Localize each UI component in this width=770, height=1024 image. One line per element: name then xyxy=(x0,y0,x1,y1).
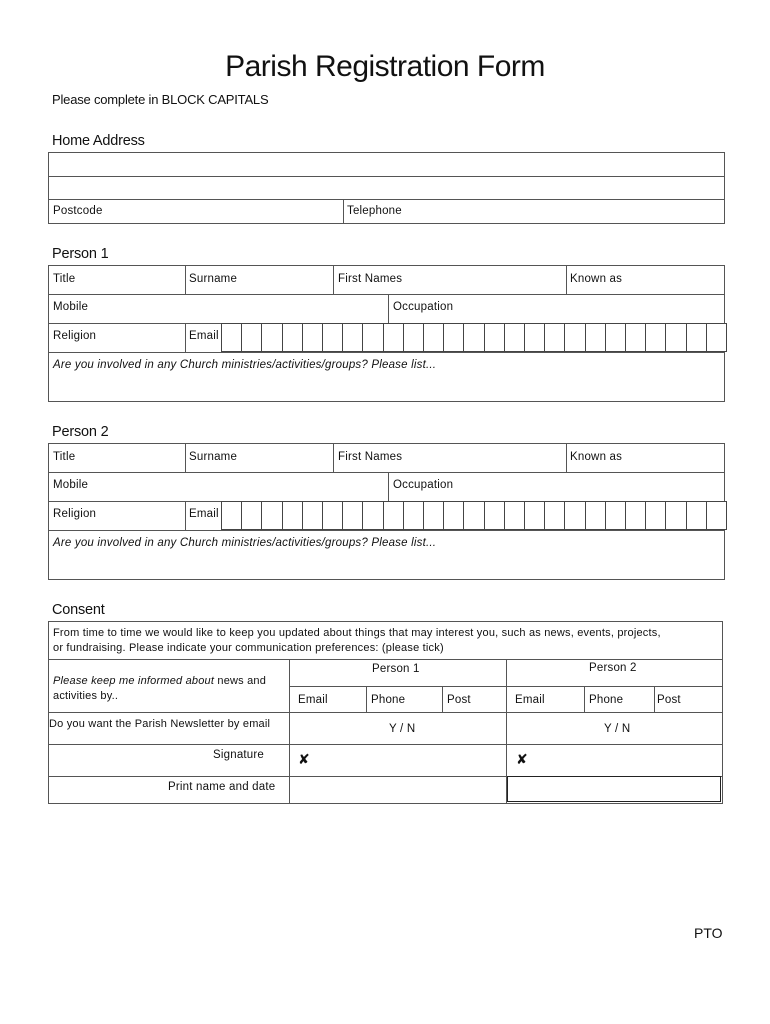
col-divider xyxy=(185,444,186,472)
email-char-box[interactable] xyxy=(706,323,727,352)
page-title: Parish Registration Form xyxy=(225,50,545,83)
email-char-box[interactable] xyxy=(605,323,626,352)
consent-heading: Consent xyxy=(52,602,105,618)
col-divider xyxy=(185,266,186,294)
email-char-box[interactable] xyxy=(261,323,282,352)
person2-heading: Person 2 xyxy=(52,424,109,440)
keep-informed-rest: news and xyxy=(214,675,267,687)
person2-mobile-label: Mobile xyxy=(53,479,89,491)
person1-ministries-field[interactable] xyxy=(49,352,724,401)
email-char-box[interactable] xyxy=(524,323,545,352)
person2-known-as-label: Known as xyxy=(570,451,623,463)
person2-religion-label: Religion xyxy=(53,508,97,520)
p1-post-pref-label: Post xyxy=(447,694,471,706)
email-char-box[interactable] xyxy=(423,323,444,352)
p2-post-pref-label: Post xyxy=(657,694,681,706)
email-char-box[interactable] xyxy=(544,323,565,352)
col-divider xyxy=(566,266,567,294)
email-char-box[interactable] xyxy=(645,323,666,352)
p2-print-name-field[interactable] xyxy=(507,776,720,803)
p2-email-pref-checkbox[interactable] xyxy=(507,686,583,711)
email-char-box[interactable] xyxy=(686,323,707,352)
email-char-box[interactable] xyxy=(342,501,363,530)
email-char-box[interactable] xyxy=(564,501,585,530)
person2-email-label: Email xyxy=(189,508,219,520)
newsletter-question: Do you want the Parish Newsletter by email xyxy=(49,718,271,730)
person1-surname-label: Surname xyxy=(189,273,238,285)
email-char-box[interactable] xyxy=(504,501,525,530)
p2-signature-mark-icon: ✘ xyxy=(516,751,528,767)
email-char-box[interactable] xyxy=(463,323,484,352)
email-char-box[interactable] xyxy=(706,501,727,530)
print-name-label: Print name and date xyxy=(168,781,276,793)
person2-title-label: Title xyxy=(53,451,76,463)
email-char-box[interactable] xyxy=(241,323,262,352)
p2-phone-pref-checkbox[interactable] xyxy=(584,686,653,711)
email-char-box[interactable] xyxy=(282,323,303,352)
row-divider xyxy=(49,294,724,295)
email-char-box[interactable] xyxy=(463,501,484,530)
p2-post-pref-checkbox[interactable] xyxy=(654,686,720,711)
person1-title-field[interactable] xyxy=(49,266,185,293)
email-char-box[interactable] xyxy=(443,501,464,530)
email-char-box[interactable] xyxy=(383,323,404,352)
email-char-box[interactable] xyxy=(241,501,262,530)
email-char-box[interactable] xyxy=(484,323,505,352)
person1-title-label: Title xyxy=(53,273,76,285)
p1-post-pref-checkbox[interactable] xyxy=(442,686,505,711)
consent-intro-line2: or fundraising. Please indicate your communication preferences: (please tick) xyxy=(53,642,444,654)
row-divider xyxy=(49,712,723,713)
consent-intro-line1: From time to time we would like to keep you updated about things that may interest you, such as news, events, projects, xyxy=(53,627,661,639)
telephone-label: Telephone xyxy=(347,205,402,217)
person1-first-names-label: First Names xyxy=(338,273,403,285)
email-char-box[interactable] xyxy=(221,501,242,530)
email-char-box[interactable] xyxy=(625,323,646,352)
email-char-box[interactable] xyxy=(383,501,404,530)
col-divider xyxy=(185,501,186,530)
col-divider xyxy=(185,323,186,352)
p2-signature-field[interactable] xyxy=(507,744,720,775)
email-char-box[interactable] xyxy=(221,323,242,352)
person2-ministries-field[interactable] xyxy=(49,530,724,579)
p1-email-pref-label: Email xyxy=(298,694,328,706)
person1-known-as-label: Known as xyxy=(570,273,623,285)
consent-person1-header: Person 1 xyxy=(372,663,420,675)
page-subtitle: Please complete in BLOCK CAPITALS xyxy=(52,92,269,107)
email-char-box[interactable] xyxy=(686,501,707,530)
email-char-box[interactable] xyxy=(665,323,686,352)
email-char-box[interactable] xyxy=(484,501,505,530)
email-char-box[interactable] xyxy=(564,323,585,352)
person2-occupation-label: Occupation xyxy=(393,479,454,491)
p1-signature-field[interactable] xyxy=(289,744,505,775)
person1-ministries-prompt: Are you involved in any Church ministries/activities/groups? Please list... xyxy=(53,359,437,371)
email-char-box[interactable] xyxy=(625,501,646,530)
keep-informed-italic: Please keep me informed about xyxy=(53,675,215,687)
email-char-box[interactable] xyxy=(362,501,383,530)
row-divider xyxy=(49,659,723,660)
signature-label: Signature xyxy=(213,749,265,761)
col-divider xyxy=(333,266,334,294)
p1-phone-pref-label: Phone xyxy=(371,694,406,706)
col-divider xyxy=(388,294,389,323)
p1-print-name-field[interactable] xyxy=(289,776,505,803)
address-line-2-field[interactable] xyxy=(49,176,724,198)
email-char-box[interactable] xyxy=(342,323,363,352)
p1-signature-mark-icon: ✘ xyxy=(298,751,310,767)
person1-heading: Person 1 xyxy=(52,246,109,262)
p2-email-pref-label: Email xyxy=(515,694,545,706)
row-divider xyxy=(49,472,724,473)
p1-phone-pref-checkbox[interactable] xyxy=(366,686,441,711)
email-char-box[interactable] xyxy=(423,501,444,530)
email-char-box[interactable] xyxy=(443,323,464,352)
email-char-box[interactable] xyxy=(524,501,545,530)
address-line-1-field[interactable] xyxy=(49,153,724,175)
email-char-box[interactable] xyxy=(282,501,303,530)
col-divider xyxy=(566,444,567,472)
person2-surname-label: Surname xyxy=(189,451,238,463)
person2-ministries-prompt: Are you involved in any Church ministries/activities/groups? Please list... xyxy=(53,537,437,549)
keep-informed-text xyxy=(53,675,266,687)
email-char-box[interactable] xyxy=(403,323,424,352)
keep-informed-line2: activities by.. xyxy=(53,690,119,702)
p2-newsletter-yes-no[interactable]: Y / N xyxy=(604,723,631,735)
email-char-box[interactable] xyxy=(322,323,343,352)
col-divider xyxy=(388,472,389,501)
home-address-heading: Home Address xyxy=(52,133,145,149)
email-char-box[interactable] xyxy=(504,323,525,352)
email-char-box[interactable] xyxy=(605,501,626,530)
email-char-box[interactable] xyxy=(302,501,323,530)
email-char-box[interactable] xyxy=(665,501,686,530)
p1-newsletter-yes-no[interactable]: Y / N xyxy=(389,723,416,735)
email-char-box[interactable] xyxy=(645,501,666,530)
pto-label: PTO xyxy=(694,925,723,941)
person1-mobile-label: Mobile xyxy=(53,301,89,313)
email-char-box[interactable] xyxy=(544,501,565,530)
consent-person2-header: Person 2 xyxy=(589,662,637,674)
postcode-label: Postcode xyxy=(53,205,103,217)
email-char-box[interactable] xyxy=(585,323,606,352)
person1-religion-label: Religion xyxy=(53,330,97,342)
person1-occupation-label: Occupation xyxy=(393,301,454,313)
col-divider xyxy=(333,444,334,472)
p1-email-pref-checkbox[interactable] xyxy=(289,686,365,711)
email-char-box[interactable] xyxy=(261,501,282,530)
email-char-box[interactable] xyxy=(322,501,343,530)
email-char-box[interactable] xyxy=(585,501,606,530)
email-char-box[interactable] xyxy=(362,323,383,352)
email-char-box[interactable] xyxy=(302,323,323,352)
p2-phone-pref-label: Phone xyxy=(589,694,624,706)
email-char-box[interactable] xyxy=(403,501,424,530)
person2-first-names-label: First Names xyxy=(338,451,403,463)
person1-email-label: Email xyxy=(189,330,219,342)
